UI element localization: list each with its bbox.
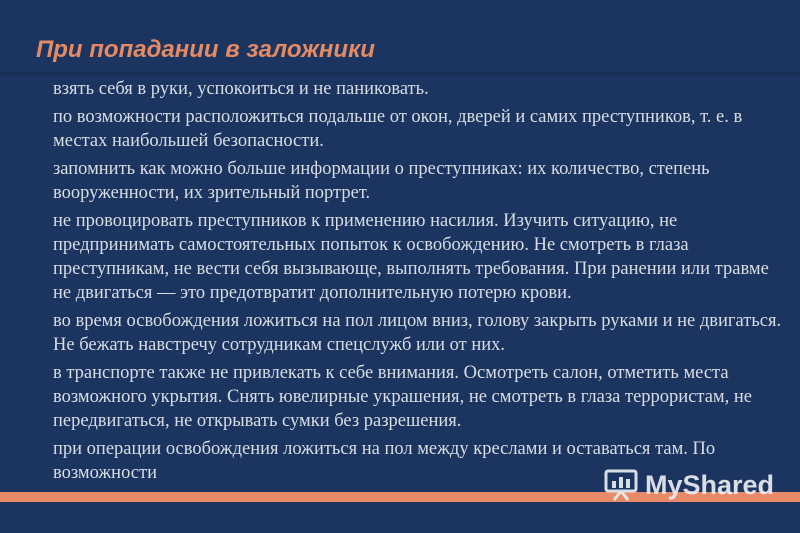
slide-title: При попадании в заложники bbox=[36, 36, 375, 63]
presentation-board-icon bbox=[603, 467, 639, 503]
bullet-text: в транспорте также не привлекать к себе внимания. Осмотреть салон, отметить места возможного укрытия. Снять ювелирные украшения, не смотреть в глаза террористам, не передвигаться, не открывать сумки без разрешения. bbox=[53, 363, 752, 431]
watermark bbox=[603, 465, 774, 505]
bullet-item bbox=[46, 209, 786, 305]
watermark-text: MyShared bbox=[645, 469, 775, 500]
bullet-text: не провоцировать преступников к применению насилия. Изучить ситуацию, не предпринимать самостоятельных попыток к освобождению. Не смотреть в глаза преступникам, не вести себя вызывающе, выполнять требования. При ранении или травме не двигаться — это предотвратит дополнительную потерю крови. bbox=[53, 211, 769, 303]
bullet-item bbox=[46, 361, 786, 433]
bullet-item bbox=[46, 77, 786, 101]
bullet-text: запомнить как можно больше информации о преступниках: их количество, степень вооруженности, их зрительный портрет. bbox=[53, 159, 710, 203]
bullet-item bbox=[46, 157, 786, 205]
bullet-item bbox=[46, 309, 786, 357]
bullet-text: взять себя в руки, успокоиться и не паниковать. bbox=[53, 79, 429, 99]
bullet-text: при операции освобождения ложиться на пол между креслами и оставаться там. По возможности bbox=[53, 439, 716, 483]
bullet-item bbox=[46, 105, 786, 153]
bullet-text: во время освобождения ложиться на пол лицом вниз, голову закрыть руками и не двигаться. Не бежать навстречу сотрудникам спецслужб или от них. bbox=[53, 311, 782, 355]
title-divider bbox=[0, 72, 800, 76]
bullet-text: по возможности расположиться подальше от окон, дверей и самих преступников, т. е. в местах наибольшей безопасности. bbox=[53, 107, 743, 151]
bullet-list bbox=[46, 77, 786, 485]
